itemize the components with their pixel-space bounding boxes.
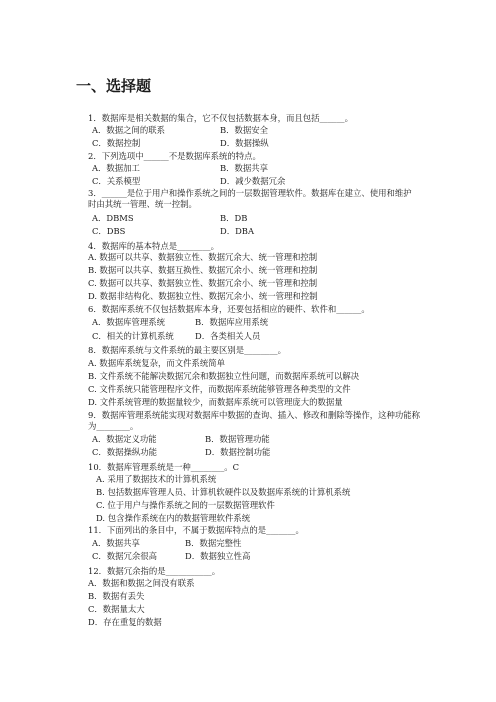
text-line: C. 位于用户与操作系统之间的一层数据管理软件 [96,500,275,510]
text-line: B. 包括数据库管理人员、计算机软硬件以及数据库系统的计算机系统 [96,487,351,497]
option-left: A．数据加工 [92,163,140,173]
text-line: D．存在重复的数据 [88,617,162,627]
option-left: C．关系模型 [92,176,141,186]
option-right: D．减少数据冗余 [220,176,286,186]
text-line: B．数据有丢失 [88,591,145,601]
option-row [0,176,496,186]
text-line: C．数据量太大 [88,604,145,614]
option-right: D．各类相关人员 [195,331,261,341]
option-left: A．DBMS [92,213,134,223]
text-line: B. 数据可以共享、数据互换性、数据冗余小、统一管理和控制 [88,265,318,275]
option-right: D．数据操纵 [220,138,269,148]
option-left: C．相关的计算机系统 [92,331,174,341]
option-left: A．数据共享 [92,538,140,548]
option-row [0,125,496,135]
text-line: 12．数据冗余指的是___________。 [88,566,221,576]
text-line: 为________。 [88,421,139,431]
text-line: 4．数据库的基本特点是________。 [88,241,219,251]
section-title: 一、选择题 [76,77,152,95]
option-left: A．数据定义功能 [92,434,157,444]
text-line: 8．数据库系统与文件系统的最主要区别是________。 [88,345,286,355]
text-line: D. 包含操作系统在内的数据管理软件系统 [96,513,251,523]
option-left: C．数据控制 [92,138,141,148]
option-row [0,538,496,548]
option-row [0,213,496,223]
option-row [0,317,496,327]
text-line: D. 文件系统管理的数据量较少，而数据库系统可以管理庞大的数据量 [88,397,343,407]
text-line: 2．下列选项中______不是数据库系统的特点。 [88,151,261,161]
option-row [0,331,496,341]
text-line: 10．数据库管理系统是一种________。C [88,462,240,472]
text-line: 11．下面列出的条目中，不属于数据库特点的是_______。 [88,525,304,535]
option-left: A．数据之间的联系 [92,125,166,135]
text-line: C. 文件系统只能管理程序文件，而数据库系统能够管理各种类型的文件 [88,384,351,394]
option-right: D．数据控制功能 [205,447,271,457]
option-row [0,434,496,444]
option-left: A．数据库管理系统 [92,317,166,327]
text-line: 9．数据库管理系统能实现对数据库中数据的查询、插入、修改和删除等操作，这种功能称 [88,410,420,420]
option-row [0,163,496,173]
text-line: A. 数据库系统复杂，而文件系统简单 [88,358,225,368]
option-row [0,226,496,236]
option-left: C．数据操纵功能 [92,447,158,457]
option-right: D．DBA [220,226,255,236]
option-left: C．DBS [92,226,126,236]
option-left: C．数据冗余很高 [92,551,158,561]
text-line: 3．______是位于用户和操作系统之间的一层数据管理软件。数据库在建立、使用和维护 [88,188,412,198]
text-line: D. 数据非结构化、数据独立性、数据冗余小、统一管理和控制 [88,291,318,301]
text-line: A. 采用了数据技术的计算机系统 [96,474,217,484]
option-right: B．数据共享 [220,163,269,173]
text-line: 时由其统一管理、统一控制。 [88,199,197,209]
text-line: A. 数据可以共享、数据独立性、数据冗余大、统一管理和控制 [88,252,318,262]
option-row [0,447,496,457]
option-right: D．数据独立性高 [185,551,251,561]
option-right: B．数据完整性 [185,538,242,548]
option-right: B．数据安全 [220,125,269,135]
option-row [0,551,496,561]
text-line: B. 文件系统不能解决数据冗余和数据独立性问题，而数据库系统可以解决 [88,371,360,381]
text-line: 6．数据库系统不仅包括数据库本身，还要包括相应的硬件、软件和______。 [88,304,370,314]
text-line: 1．数据库是相关数据的集合，它不仅包括数据本身，而且包括______。 [88,113,353,123]
option-right: B．数据库应用系统 [195,317,269,327]
text-line: C. 数据可以共享、数据独立性、数据冗余小、统一管理和控制 [88,278,318,288]
option-right: B．DB [220,213,248,223]
option-right: B．数据管理功能 [205,434,270,444]
text-line: A．数据和数据之间没有联系 [88,578,195,588]
option-row [0,138,496,148]
